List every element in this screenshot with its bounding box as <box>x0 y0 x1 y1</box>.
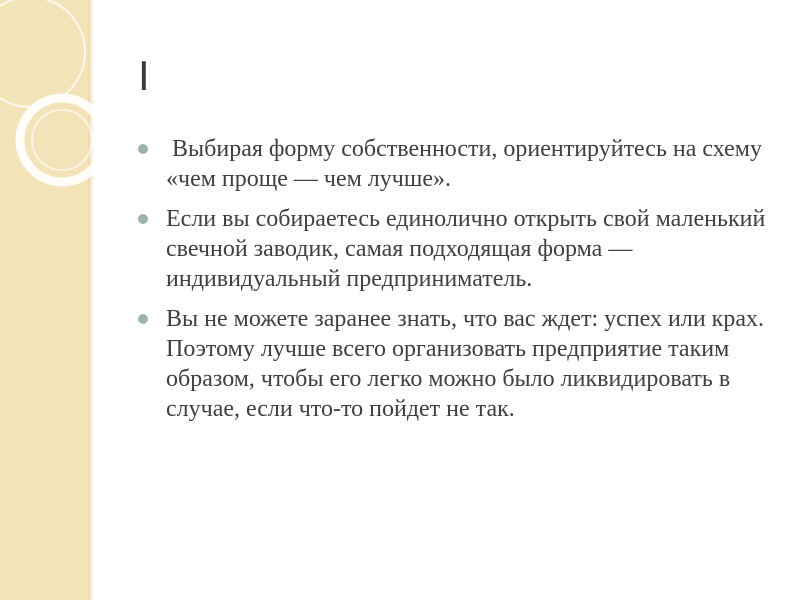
bullet-dot-icon <box>138 144 148 154</box>
slide-title: I <box>138 52 150 99</box>
bullet-dot-icon <box>138 314 148 324</box>
bullet-item-2 <box>136 204 776 294</box>
bullet-item-3 <box>136 304 776 424</box>
bullet-text-2: Если вы собираетесь единолично открыть свой маленький свечной заводик, самая подходящая форма — индивидуальный предприниматель. <box>166 206 766 292</box>
bullet-item-1 <box>136 134 776 194</box>
bullet-dot-icon <box>138 214 148 224</box>
bullet-text-3: Вы не можете заранее знать, что вас ждет: успех или крах. Поэтому лучше всего организовать предприятие таким образом, чтобы его легко можно было ликвидировать в случае, если что-то пойдет не так. <box>166 306 764 422</box>
bullet-list <box>136 134 776 434</box>
decorative-ring-top <box>0 0 85 107</box>
bullet-text-1: Выбирая форму собственности, ориентируйтесь на схему «чем проще — чем лучше». <box>166 136 762 192</box>
decorative-rings <box>0 0 120 260</box>
decorative-ring-inner <box>32 110 92 170</box>
